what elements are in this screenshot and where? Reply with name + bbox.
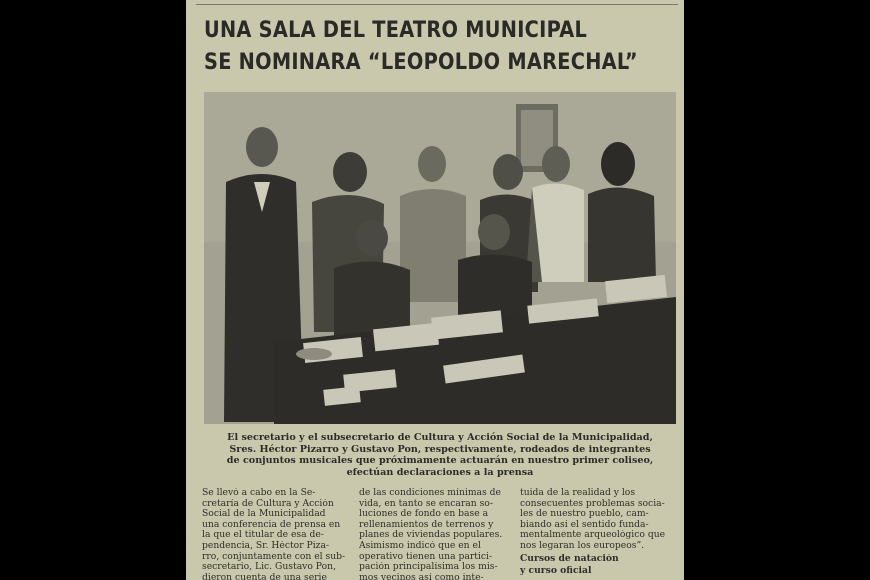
- body-line: consecuentes problemas socia-: [520, 498, 665, 509]
- subheading: y curso oficial: [520, 566, 592, 577]
- body-line: rro, conjuntamente con el sub-: [202, 551, 346, 562]
- body-line: secretario, Lic. Gustavo Pon,: [202, 562, 336, 573]
- body-line: una conferencia de prensa en: [202, 519, 341, 530]
- body-line: operativo tienen una partici-: [359, 551, 493, 562]
- body-line: biando así el sentido funda-: [520, 519, 649, 530]
- body-line: dieron cuenta de una serie: [202, 572, 327, 580]
- body-line: tuida de la realidad y los: [520, 488, 636, 498]
- body-column-1: [202, 488, 352, 580]
- body-line: mentalmente arqueológico que: [520, 530, 666, 541]
- caption-line: efectúan declaraciones a la prensa: [346, 466, 534, 478]
- body-line: cretaría de Cultura y Acción: [202, 498, 334, 509]
- body-line: planes de viviendas populares.: [359, 530, 503, 541]
- body-line: pación principalísima los mis-: [359, 562, 498, 573]
- body-line: de las condiciones mínimas de: [359, 488, 501, 498]
- subheading: Cursos de natación: [520, 553, 619, 564]
- caption-line: Sres. Héctor Pizarro y Gustavo Pon, respectivamente, rodeados de integrantes: [229, 443, 651, 455]
- newspaper-clipping: [186, 0, 684, 580]
- body-line: la que el titular de esa de-: [202, 530, 324, 541]
- article-photo: [204, 92, 676, 424]
- photo-caption: [202, 432, 678, 478]
- body-line: mos vecinos así como inte-: [359, 572, 484, 580]
- group-photo-illustration: [204, 92, 676, 424]
- body-column-3: [520, 488, 670, 577]
- body-column-2: [359, 488, 509, 580]
- body-line: vida, en tanto se encaran so-: [359, 498, 493, 509]
- body-line: pendencia, Sr. Héctor Piza-: [202, 540, 330, 551]
- body-line: Asimismo indicó que en el: [359, 540, 481, 551]
- caption-line: El secretario y el subsecretario de Cultura y Acción Social de la Municipalidad,: [227, 432, 653, 443]
- headline-line-1: UNA SALA DEL TEATRO MUNICIPAL: [204, 17, 588, 43]
- body-line: nos legaran los europeos”.: [520, 540, 645, 551]
- body-line: rellenamientos de terrenos y: [359, 519, 494, 530]
- body-line: les de nuestro pueblo, cam-: [520, 509, 649, 520]
- top-rule: [196, 4, 678, 5]
- article-headline: [204, 14, 638, 78]
- caption-line: de conjuntos musicales que próximamente actuarán en nuestro primer coliseo,: [226, 455, 654, 466]
- headline-line-2: SE NOMINARA “LEOPOLDO MARECHAL”: [204, 49, 638, 75]
- body-line: luciones de fondo en base a: [359, 509, 489, 520]
- article-body: [200, 488, 682, 580]
- body-line: Social de la Municipalidad: [202, 509, 326, 520]
- body-line: Se llevó a cabo en la Se-: [202, 488, 316, 498]
